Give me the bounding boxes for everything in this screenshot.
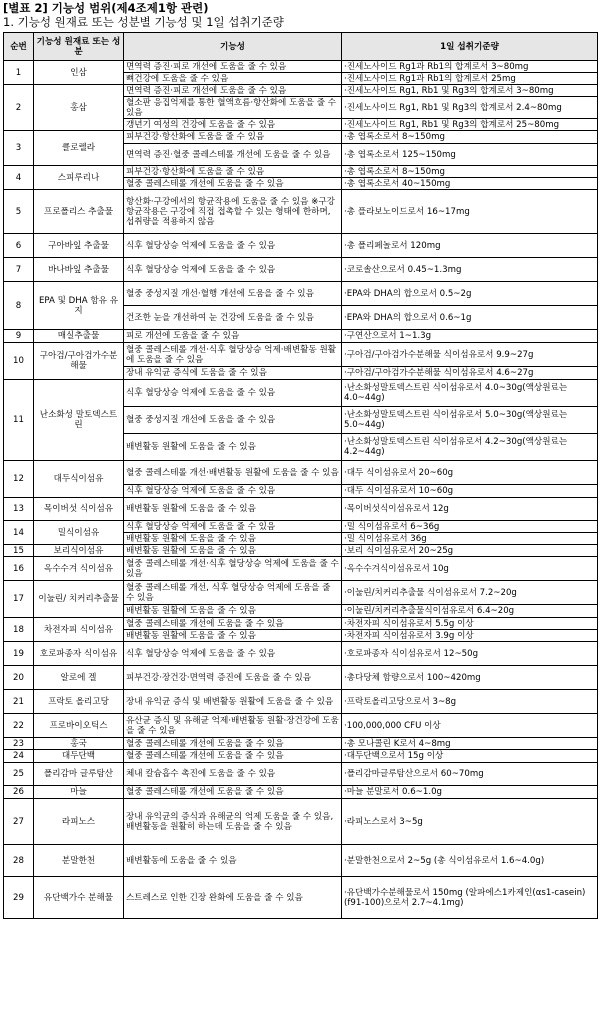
function-cell: 식후 혈당상승 억제에 도움을 줄 수 있음: [124, 485, 342, 498]
function-cell: 배변활동 원활에 도움을 줄 수 있음: [124, 533, 342, 545]
ingredient-name: 프락토 올리고당: [34, 690, 124, 714]
row-number: 19: [4, 642, 34, 666]
table-row: [4, 714, 598, 738]
ingredient-name: 인삼: [34, 61, 124, 85]
row-number: 17: [4, 581, 34, 618]
function-cell: 식후 혈당상승 억제에 도움을 줄 수 있음: [124, 642, 342, 666]
ingredient-name: 구아바잎 추출물: [34, 234, 124, 258]
function-cell: 혈중 콜레스테롤 개선·배변활동 원활에 도움을 줄 수 있음: [124, 461, 342, 485]
ingredient-name: 홍국: [34, 738, 124, 750]
function-cell: 체내 칼슘흡수 촉진에 도움을 줄 수 있음: [124, 763, 342, 786]
daily-intake-cell: ·진세노사이드 Rg1과 Rb1의 합계로서 3~80mg: [342, 61, 598, 73]
table-row: [4, 85, 598, 97]
ingredient-name: 폴리감마 글루탐산: [34, 763, 124, 786]
daily-intake-cell: ·마늘 분말로서 0.6~1.0g: [342, 786, 598, 799]
daily-intake-cell: ·밀 식이섬유로서 36g: [342, 533, 598, 545]
ingredient-name: 대두단백: [34, 750, 124, 763]
daily-intake-cell: ·EPA와 DHA의 합으로서 0.5~2g: [342, 282, 598, 306]
table-row: [4, 786, 598, 799]
function-cell: 장내 유익균 증식에 도움을 줄 수 있음: [124, 367, 342, 380]
function-cell: 배변활동 원활에 도움을 줄 수 있음: [124, 434, 342, 461]
row-number: 9: [4, 330, 34, 343]
function-cell: 식후 혈당상승 억제에 도움을 줄 수 있음: [124, 380, 342, 407]
ingredient-name: 밀식이섬유: [34, 521, 124, 545]
row-number: 20: [4, 666, 34, 690]
function-cell: 혈중 중성지질 개선에 도움을 줄 수 있음: [124, 407, 342, 434]
daily-intake-cell: ·총 플라보노이드로서 16~17mg: [342, 190, 598, 234]
daily-intake-cell: ·목이버섯식이섬유로서 12g: [342, 498, 598, 521]
ingredient-name: 목이버섯 식이섬유: [34, 498, 124, 521]
row-number: 26: [4, 786, 34, 799]
daily-intake-cell: ·라피노스로서 3~5g: [342, 799, 598, 845]
function-cell: 혈중 콜레스테롤 개선·식후 혈당상승 억제·배변활동 원활에 도움을 줄 수 있음: [124, 343, 342, 367]
table-row: [4, 380, 598, 407]
daily-intake-cell: ·총 엽록소로서 125~150mg: [342, 144, 598, 166]
daily-intake-cell: ·난소화성말토덱스트린 식이섬유로서 4.0~30g(액상원료는 4.0~44g): [342, 380, 598, 407]
daily-intake-cell: ·프락토올리고당으로서 3~8g: [342, 690, 598, 714]
function-cell: 식후 혈당상승 억제에 도움을 줄 수 있음: [124, 521, 342, 533]
daily-intake-cell: ·대두 식이섬유로서 10~60g: [342, 485, 598, 498]
table-row: [4, 581, 598, 605]
daily-intake-cell: ·이눌린/치커리추출물식이섬유로서 6.4~20g: [342, 605, 598, 618]
function-cell: 혈중 콜레스테롤 개선·식후 혈당상승 억제에 도움을 줄 수 있음: [124, 557, 342, 581]
function-cell: 피로 개선에 도움을 줄 수 있음: [124, 330, 342, 343]
ingredient-name: 호로파종자 식이섬유: [34, 642, 124, 666]
row-number: 15: [4, 545, 34, 557]
function-cell: 피부건강·항산화에 도움을 줄 수 있음: [124, 166, 342, 178]
function-cell: 혈중 콜레스테롤 개선에 도움을 줄 수 있음: [124, 750, 342, 763]
daily-intake-cell: ·폴리감마글루탐산으로서 60~70mg: [342, 763, 598, 786]
daily-intake-cell: ·총 모나콜린 K로서 4~8mg: [342, 738, 598, 750]
daily-intake-cell: ·총 엽록소로서 8~150mg: [342, 166, 598, 178]
ingredient-name: 분말한천: [34, 845, 124, 877]
function-cell: 면역력 증진·피로 개선에 도움을 줄 수 있음: [124, 85, 342, 97]
ingredient-name: 이눌린/ 치커리추출물: [34, 581, 124, 618]
daily-intake-cell: ·구아검/구아검가수분해물 식이섬유로서 9.9~27g: [342, 343, 598, 367]
table-row: [4, 545, 598, 557]
daily-intake-cell: ·난소화성말토덱스트린 식이섬유로서 5.0~30g(액상원료는 5.0~44g): [342, 407, 598, 434]
function-cell: 혈중 콜레스테롤 개선에 도움을 줄 수 있음: [124, 178, 342, 190]
function-cell: 식후 혈당상승 억제에 도움을 줄 수 있음: [124, 234, 342, 258]
row-number: 12: [4, 461, 34, 498]
row-number: 3: [4, 131, 34, 166]
row-number: 14: [4, 521, 34, 545]
row-number: 4: [4, 166, 34, 190]
function-cell: 장내 유익균 증식 및 배변활동 원활에 도움을 줄 수 있음: [124, 690, 342, 714]
table-row: [4, 666, 598, 690]
function-cell: 혈소판 응집억제를 통한 혈액흐름·항산화에 도움을 줄 수 있음: [124, 97, 342, 119]
daily-intake-cell: ·진세노사이드 Rg1, Rb1 및 Rg3의 합계로서 25~80mg: [342, 119, 598, 131]
table-row: [4, 763, 598, 786]
row-number: 11: [4, 380, 34, 461]
function-cell: 뼈건강에 도움을 줄 수 있음: [124, 73, 342, 85]
row-number: 13: [4, 498, 34, 521]
header-daily-intake: 1일 섭취기준량: [342, 33, 598, 61]
function-cell: 혈중 중성지질 개선·혈행 개선에 도움을 줄 수 있음: [124, 282, 342, 306]
daily-intake-cell: ·진세노사이드 Rg1, Rb1 및 Rg3의 합계로서 3~80mg: [342, 85, 598, 97]
daily-intake-cell: ·옥수수겨식이섬유로서 10g: [342, 557, 598, 581]
function-cell: 배변활동 원활에 도움을 줄 수 있음: [124, 498, 342, 521]
table-row: [4, 738, 598, 750]
function-cell: 혈중 콜레스테롤 개선에 도움을 줄 수 있음: [124, 618, 342, 630]
table-row: [4, 642, 598, 666]
daily-intake-cell: ·진세노사이드 Rg1과 Rb1의 합계로서 25mg: [342, 73, 598, 85]
function-cell: 배변활동 원활에 도움을 줄 수 있음: [124, 605, 342, 618]
table-row: [4, 190, 598, 234]
table-row: [4, 234, 598, 258]
daily-intake-cell: ·난소화성말토덱스트린 식이섬유로서 4.2~30g(액상원료는 4.2~44g): [342, 434, 598, 461]
ingredient-name: 난소화성 말토덱스트린: [34, 380, 124, 461]
function-cell: 스트레스로 인한 긴장 완화에 도움을 줄 수 있음: [124, 877, 342, 919]
ingredient-name: 프로폴리스 추출물: [34, 190, 124, 234]
row-number: 24: [4, 750, 34, 763]
row-number: 23: [4, 738, 34, 750]
function-cell: 장내 유익균의 증식과 유해균의 억제 도움을 줄 수 있음, 배변활동을 원활히 하는데 도움을 줄 수 있음: [124, 799, 342, 845]
table-body: [4, 61, 598, 919]
table-row: [4, 750, 598, 763]
ingredient-name: 클로렐라: [34, 131, 124, 166]
function-cell: 피부건강·장건강·면역력 증진에 도움을 줄 수 있음: [124, 666, 342, 690]
row-number: 21: [4, 690, 34, 714]
row-number: 25: [4, 763, 34, 786]
daily-intake-cell: ·코로솔산으로서 0.45~1.3mg: [342, 258, 598, 282]
function-cell: 면역력 증진·혈중 콜레스테롤 개선에 도움을 줄 수 있음: [124, 144, 342, 166]
table-row: [4, 845, 598, 877]
ingredient-name: 차전자피 식이섬유: [34, 618, 124, 642]
ingredient-name: 라피노스: [34, 799, 124, 845]
daily-intake-cell: ·차전자피 식이섬유로서 3.9g 이상: [342, 630, 598, 642]
daily-intake-cell: ·유단백가수분해물로서 150mg (알파에스1카제인(αs1-casein) (f91-100)으로서 2.7~4.1mg): [342, 877, 598, 919]
ingredient-name: 옥수수겨 식이섬유: [34, 557, 124, 581]
row-number: 28: [4, 845, 34, 877]
row-number: 6: [4, 234, 34, 258]
table-row: [4, 258, 598, 282]
daily-intake-cell: ·총 폴리페놀로서 120mg: [342, 234, 598, 258]
table-row: [4, 877, 598, 919]
ingredient-name: 프로바이오틱스: [34, 714, 124, 738]
row-number: 18: [4, 618, 34, 642]
table-row: [4, 461, 598, 485]
row-number: 7: [4, 258, 34, 282]
daily-intake-cell: ·100,000,000 CFU 이상: [342, 714, 598, 738]
daily-intake-cell: ·구연산으로서 1~1.3g: [342, 330, 598, 343]
page-title: [별표 2] 기능성 범위(제4조제1항 관련): [3, 1, 209, 15]
row-number: 1: [4, 61, 34, 85]
row-number: 5: [4, 190, 34, 234]
daily-intake-cell: ·차전자피 식이섬유로서 5.5g 이상: [342, 618, 598, 630]
function-cell: 면역력 증진·피로 개선에 도움을 줄 수 있음: [124, 61, 342, 73]
daily-intake-cell: ·이눌린/치커리추출물 식이섬유로서 7.2~20g: [342, 581, 598, 605]
daily-intake-cell: ·구아검/구아검가수분해물 식이섬유로서 4.6~27g: [342, 367, 598, 380]
function-cell: 배변활동 원활에 도움을 줄 수 있음: [124, 545, 342, 557]
ingredient-name: 마늘: [34, 786, 124, 799]
ingredient-name: EPA 및 DHA 함유 유지: [34, 282, 124, 330]
row-number: 29: [4, 877, 34, 919]
row-number: 10: [4, 343, 34, 380]
row-number: 16: [4, 557, 34, 581]
ingredient-name: 구아검/구아검가수분해물: [34, 343, 124, 380]
function-cell: 건조한 눈을 개선하여 눈 건강에 도움을 줄 수 있음: [124, 306, 342, 330]
daily-intake-cell: ·진세노사이드 Rg1, Rb1 및 Rg3의 합계로서 2.4~80mg: [342, 97, 598, 119]
function-cell: 유산균 증식 및 유해균 억제·배변활동 원활·장건강에 도움을 줄 수 있음: [124, 714, 342, 738]
daily-intake-cell: ·EPA와 DHA의 합으로서 0.6~1g: [342, 306, 598, 330]
table-row: [4, 799, 598, 845]
table-row: [4, 690, 598, 714]
daily-intake-cell: ·총 엽록소로서 40~150mg: [342, 178, 598, 190]
daily-intake-cell: ·분말한천으로서 2~5g (총 식이섬유로서 1.6~4.0g): [342, 845, 598, 877]
function-cell: 혈중 콜레스테롤 개선에 도움을 줄 수 있음: [124, 738, 342, 750]
daily-intake-cell: ·대두 식이섬유로서 20~60g: [342, 461, 598, 485]
function-cell: 항산화·구강에서의 항균작용에 도움을 줄 수 있음 ※구강 항균작용은 구강에 직접 접촉할 수 있는 형태에 한하며, 섭취량을 적용하지 않음: [124, 190, 342, 234]
daily-intake-cell: ·대두단백으로서 15g 이상: [342, 750, 598, 763]
table-row: [4, 618, 598, 630]
header-ingredient: 기능성 원재료 또는 성분: [34, 33, 124, 61]
table-row: [4, 330, 598, 343]
function-cell: 갱년기 여성의 건강에 도움을 줄 수 있음: [124, 119, 342, 131]
ingredient-name: 매실추출물: [34, 330, 124, 343]
page-subtitle: 1. 기능성 원재료 또는 성분별 기능성 및 1일 섭취기준량: [3, 15, 284, 29]
daily-intake-cell: ·밀 식이섬유로서 6~36g: [342, 521, 598, 533]
ingredient-name: 바나바잎 추출물: [34, 258, 124, 282]
function-cell: 배변활동에 도움을 줄 수 있음: [124, 845, 342, 877]
row-number: 27: [4, 799, 34, 845]
table-row: [4, 521, 598, 533]
function-cell: 식후 혈당상승 억제에 도움을 줄 수 있음: [124, 258, 342, 282]
header-no: 순번: [4, 33, 34, 61]
table-row: [4, 557, 598, 581]
function-cell: 피부건강·항산화에 도움을 줄 수 있음: [124, 131, 342, 144]
table-row: [4, 343, 598, 367]
table-row: [4, 166, 598, 178]
function-cell: 배변활동 원활에 도움을 줄 수 있음: [124, 630, 342, 642]
ingredient-name: 홍삼: [34, 85, 124, 131]
table-row: [4, 282, 598, 306]
ingredient-name: 스피루리나: [34, 166, 124, 190]
function-cell: 혈중 콜레스테롤 개선에 도움을 줄 수 있음: [124, 786, 342, 799]
table-row: [4, 498, 598, 521]
ingredient-name: 유단백가수 분해물: [34, 877, 124, 919]
daily-intake-cell: ·호로파종자 식이섬유로서 12~50g: [342, 642, 598, 666]
row-number: 22: [4, 714, 34, 738]
ingredient-name: 대두식이섬유: [34, 461, 124, 498]
row-number: 8: [4, 282, 34, 330]
daily-intake-cell: ·총 엽록소로서 8~150mg: [342, 131, 598, 144]
function-cell: 혈중 콜레스테롤 개선, 식후 혈당상승 억제에 도움을 줄 수 있음: [124, 581, 342, 605]
row-number: 2: [4, 85, 34, 131]
daily-intake-cell: ·보리 식이섬유로서 20~25g: [342, 545, 598, 557]
ingredient-name: 알로에 겔: [34, 666, 124, 690]
ingredient-name: 보리식이섬유: [34, 545, 124, 557]
daily-intake-cell: ·총다당체 함량으로서 100~420mg: [342, 666, 598, 690]
functional-ingredients-table: [3, 32, 598, 919]
table-row: [4, 61, 598, 73]
table-row: [4, 131, 598, 144]
header-function: 기능성: [124, 33, 342, 61]
table-header-row: [4, 33, 598, 61]
